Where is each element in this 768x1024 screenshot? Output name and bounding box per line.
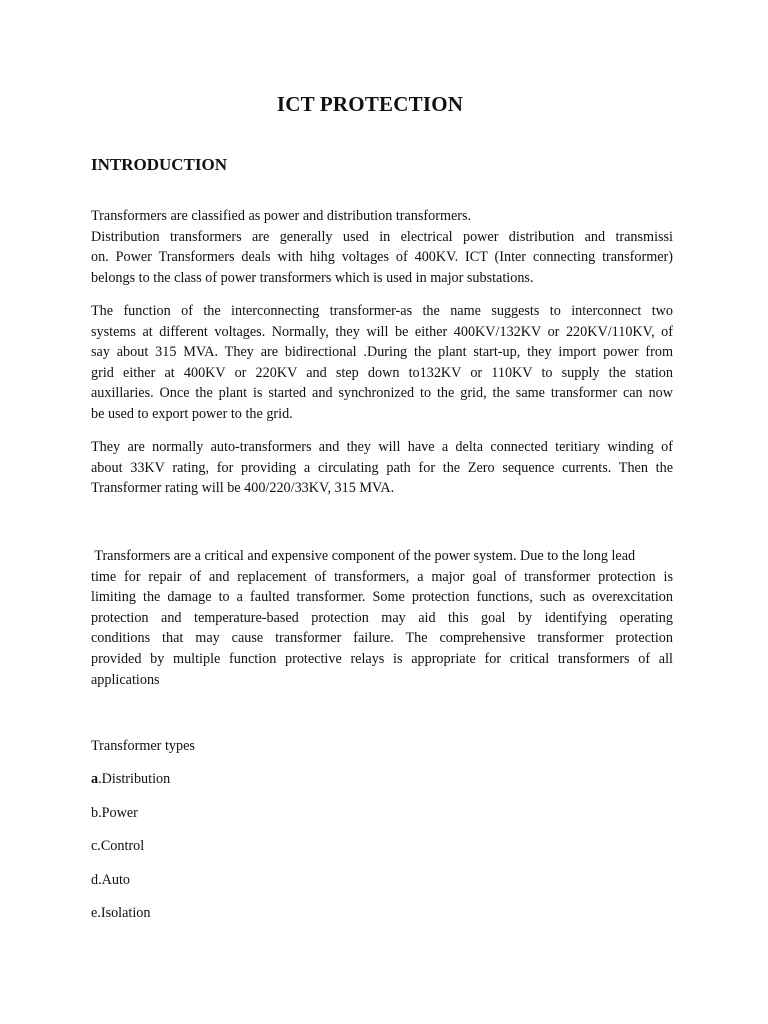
paragraph-classification [91, 206, 673, 288]
text-line: conditions that may cause transformer failure. The comprehensive transformer protection [91, 630, 673, 647]
list-item-text: c.Control [91, 838, 145, 854]
list-item [91, 771, 170, 788]
list-item-text: b.Power [91, 805, 138, 821]
paragraph-auto-transformers [91, 437, 673, 499]
list-item-text: e.Isolation [91, 905, 151, 921]
list-item-text: d.Auto [91, 872, 131, 888]
types-heading: Transformer types [91, 738, 195, 754]
text-line: The function of the interconnecting transformer-as the name suggests to interconnect two [91, 303, 673, 319]
text-line: Distribution transformers are generally used in electrical power distribution and transmissi [91, 228, 673, 245]
list-item-text: .Distribution [98, 771, 171, 787]
list-item-letter: a [91, 771, 99, 787]
text-line: Transformers are a critical and expensive component of the power system. Due to the long lead [91, 548, 636, 564]
list-item [91, 838, 144, 855]
text-line: systems at different voltages. Normally, they will be either 400KV/132KV or 220KV/110KV, of [91, 323, 673, 340]
text-line: time for repair of and replacement of transformers, a major goal of transformer protection is [91, 568, 673, 585]
text-line: say about 315 MVA. They are bidirectional .During the plant start-up, they import power from [91, 344, 673, 361]
text-line: provided by multiple function protective relays is appropriate for critical transformers of all [91, 650, 673, 667]
paragraph-protection [91, 546, 673, 690]
paragraph-function [91, 301, 673, 425]
text-line: protection and temperature-based protection may aid this goal by identifying operating [91, 609, 673, 626]
text-line: They are normally auto-transformers and they will have a delta connected teritiary winding of [91, 439, 673, 455]
text-line: Transformer rating will be 400/220/33KV, 315 MVA. [91, 480, 395, 497]
list-item [91, 905, 151, 922]
text-line: belongs to the class of power transformers which is used in major substations. [91, 269, 534, 286]
text-line: be used to export power to the grid. [91, 405, 293, 422]
list-item [91, 872, 130, 889]
page-title: ICT PROTECTION [276, 92, 464, 116]
list-item [91, 805, 138, 822]
text-line: auxillaries. Once the plant is started and synchronized to the grid, the same transformer can now [91, 385, 673, 402]
text-line: applications [91, 671, 160, 688]
text-line: about 33KV rating, for providing a circulating path for the Zero sequence currents. Then the [91, 459, 673, 476]
text-line: grid either at 400KV or 220KV and step down to132KV or 110KV to supply the station [91, 364, 673, 381]
text-line: limiting the damage to a faulted transformer. Some protection functions, such as overexcitation [91, 589, 673, 606]
text-line: on. Power Transformers deals with hihg voltages of 400KV. ICT (Inter connecting transformer) [91, 249, 673, 266]
section-heading-introduction: INTRODUCTION [91, 155, 228, 174]
text-line: Transformers are classified as power and distribution transformers. [91, 208, 472, 224]
